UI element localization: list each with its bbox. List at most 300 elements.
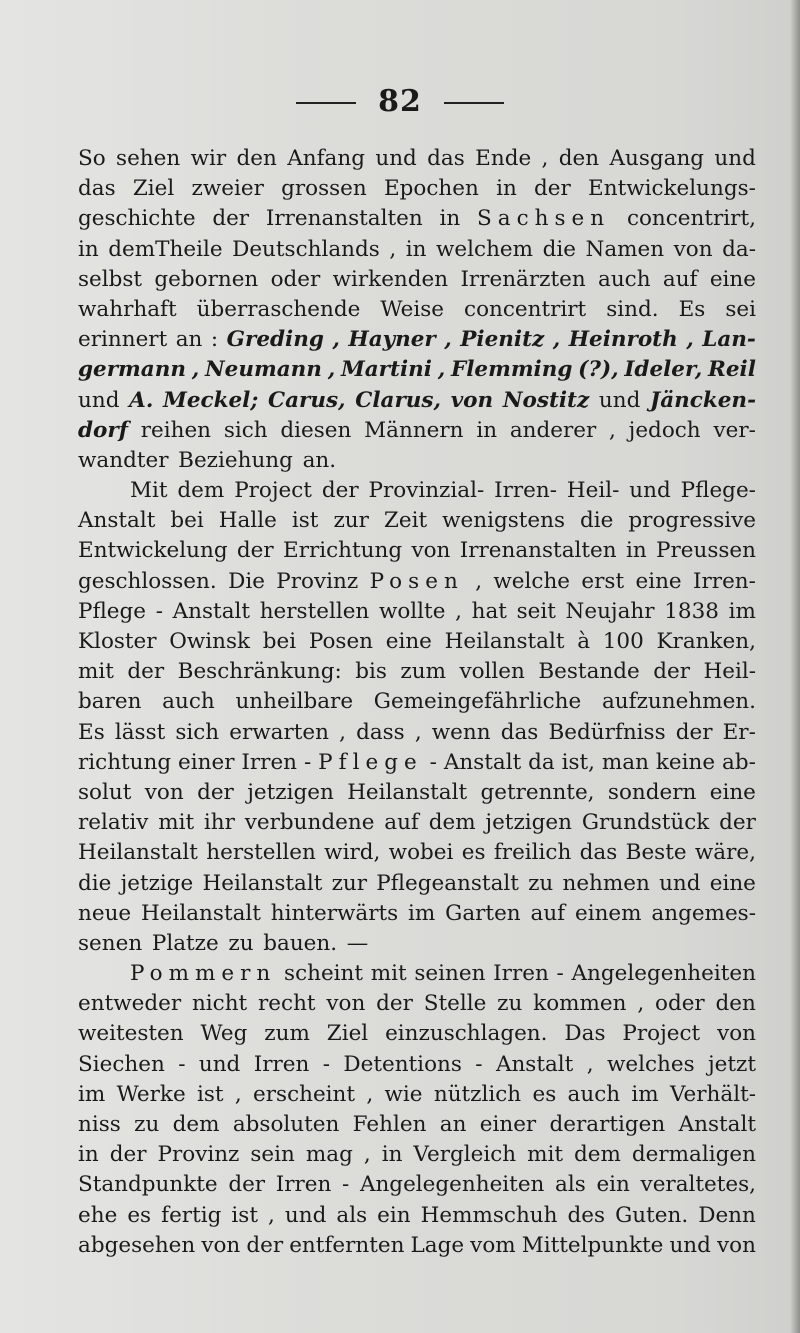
word: vom [470, 1232, 516, 1258]
word: Pflege [78, 598, 147, 624]
word: mag [305, 1142, 353, 1168]
word: Deutschlands [232, 236, 380, 262]
word: hinterwärts [270, 900, 399, 926]
word: , [366, 1081, 374, 1107]
word: entweder [78, 991, 182, 1017]
word: das [78, 176, 116, 202]
word: geschlossen. [78, 568, 217, 594]
word: Fehlen [352, 1112, 427, 1137]
word: Anstalt [678, 1112, 756, 1137]
word: , [389, 236, 397, 262]
word: an. [302, 447, 337, 473]
word: Irrenärzten [460, 266, 586, 292]
word: Garten [445, 900, 521, 926]
word: , [444, 327, 452, 353]
word: diesen [280, 417, 352, 443]
word: jedoch [628, 417, 701, 443]
word: im [728, 598, 756, 624]
word: das [579, 840, 618, 866]
word: auf [662, 266, 698, 292]
word: dass [356, 719, 405, 745]
word: den [236, 146, 277, 171]
word: Entwickelungs- [588, 176, 756, 202]
word: sich [175, 719, 220, 745]
word: von [326, 991, 366, 1017]
word: den [558, 146, 600, 171]
text-line [78, 989, 756, 1019]
word: weitesten [78, 1021, 184, 1047]
word: Anfang [287, 146, 365, 171]
word: , [234, 1081, 242, 1107]
word: keine [655, 749, 716, 775]
word: Reil [708, 357, 756, 383]
word: Project [622, 1021, 701, 1047]
word: , [191, 357, 200, 383]
word: und [375, 146, 417, 171]
word: Lage [410, 1232, 465, 1258]
word: lässt [114, 719, 166, 745]
text-line [78, 1231, 756, 1261]
text-line [78, 1201, 756, 1231]
word: , [363, 1142, 371, 1168]
word: der [534, 176, 571, 202]
word: ist [197, 1081, 224, 1107]
word: Provinzial- [368, 478, 485, 504]
word: Heilanstalt [444, 629, 565, 654]
word: , [332, 327, 340, 353]
word: zu [134, 1112, 160, 1137]
word: Denn [698, 1202, 756, 1228]
word: unheilbare [235, 689, 354, 715]
text-line [78, 657, 756, 687]
word: concentrirt, [626, 206, 756, 232]
word: geschichte [78, 206, 196, 232]
word: wird, [324, 840, 381, 866]
word: Errichtung [283, 538, 403, 564]
word: wir [190, 146, 227, 171]
word: mit [78, 659, 114, 685]
word: erinnert [78, 327, 168, 353]
text-line [78, 1080, 756, 1110]
word: Irren [241, 749, 298, 775]
word: der [212, 206, 250, 232]
word: Entwickelung [78, 538, 228, 564]
text-line [78, 748, 756, 778]
word: der [719, 810, 756, 836]
word: zu [528, 870, 554, 896]
word: in [78, 236, 99, 262]
word: Vergleich [413, 1142, 517, 1168]
word: Neujahr [565, 598, 655, 624]
word: und [714, 146, 756, 171]
header-rule-left [296, 102, 356, 104]
word: Siechen [78, 1051, 165, 1077]
word: zweier [191, 176, 264, 202]
word: an [439, 1112, 467, 1137]
word: senen [78, 930, 143, 956]
word: Flemming [450, 357, 573, 383]
word: absoluten [232, 1112, 340, 1137]
word: Ende [475, 146, 532, 171]
word: sind. [606, 296, 659, 322]
word: zur [333, 508, 369, 534]
word: Anstalt [78, 508, 156, 534]
word: in [381, 1142, 403, 1168]
text-line [78, 687, 756, 717]
word: einzuschlagen. [385, 1021, 548, 1047]
word: ihr [203, 810, 235, 836]
word: Werke [116, 1081, 186, 1107]
word: Posen [308, 629, 374, 654]
word: Grundstück [581, 810, 710, 836]
text-line [78, 204, 756, 234]
word: wahrhaft [78, 296, 177, 322]
word: Pflege [318, 749, 423, 775]
word: bauen. [263, 930, 338, 956]
word: erscheint [253, 1081, 356, 1107]
word: es [127, 1202, 152, 1228]
word: des [567, 1202, 606, 1228]
word: oder [655, 991, 705, 1017]
word: von [201, 1232, 241, 1258]
word: — [346, 930, 369, 956]
word: eine [385, 629, 432, 654]
word: Pommern [130, 961, 277, 987]
word: nützlich [433, 1081, 522, 1107]
word: mit [158, 810, 195, 836]
word: , [455, 598, 462, 624]
word: abgesehen [78, 1232, 196, 1258]
word: Detentions [343, 1051, 462, 1077]
word: der [197, 779, 234, 805]
word: ein [377, 1202, 411, 1228]
word: dem [172, 1112, 220, 1137]
word: Angelegenheiten [571, 961, 756, 987]
word: baren [78, 689, 142, 715]
word: und [78, 387, 120, 413]
word: sehen [116, 146, 181, 171]
word: (?), [578, 357, 619, 383]
word: und [284, 1202, 327, 1228]
word: - [155, 598, 163, 624]
word: Beschränkung: [177, 659, 342, 685]
word: das [427, 146, 465, 171]
word: Platze [151, 930, 219, 956]
word: Er- [722, 719, 756, 745]
word: Ausgang [609, 146, 705, 171]
word: ist [231, 1202, 258, 1228]
word: wäre, [694, 840, 756, 866]
word: der [246, 1232, 284, 1258]
word: und [198, 1051, 241, 1077]
word: kommen [533, 991, 627, 1017]
word: Das [564, 1021, 606, 1047]
word: der [228, 1172, 266, 1198]
word: progressive [628, 508, 756, 534]
word: fertig [161, 1202, 222, 1228]
word: Posen [369, 568, 464, 594]
word: Ideler, [624, 357, 703, 383]
text-line [78, 235, 756, 265]
word: wirkenden [332, 266, 449, 292]
word: Nostitz [502, 387, 590, 413]
word: niss [78, 1112, 121, 1137]
word: Clarus, [355, 387, 441, 413]
word: demTheile [108, 236, 223, 262]
word: , [327, 357, 336, 383]
text-line [78, 506, 756, 536]
word: im [631, 1081, 659, 1107]
word: reihen [140, 417, 212, 443]
word: Heilanstalt [347, 779, 468, 805]
word: als [555, 1172, 586, 1198]
word: auf [530, 900, 566, 926]
word: Bedürfniss [548, 719, 666, 745]
word: ab- [722, 749, 756, 775]
word: grossen [281, 176, 367, 202]
word: Kranken, [656, 629, 756, 654]
body-text [78, 144, 756, 1261]
word: Die [228, 568, 265, 594]
word: Hemmschuh [420, 1202, 558, 1228]
word: wandter [78, 447, 169, 473]
word: einem [574, 900, 642, 926]
word: angemes- [651, 900, 756, 926]
word: eine [709, 779, 756, 805]
word: Pienitz [460, 327, 545, 353]
word: scheint [284, 961, 364, 987]
word: der [109, 1142, 147, 1168]
word: zum [400, 659, 446, 685]
word: welchem [436, 236, 534, 262]
word: - [556, 961, 564, 987]
word: eine [709, 266, 756, 292]
word: Irren- [494, 478, 558, 504]
word: herstellen [206, 840, 316, 866]
word: Anstalt [172, 598, 251, 624]
word: Preussen [656, 538, 756, 564]
word: Provinz [157, 1142, 240, 1168]
word: das [500, 719, 539, 745]
word: germann [78, 357, 186, 383]
word: Anstalt [495, 1051, 574, 1077]
word: richtung [78, 749, 172, 775]
word: Project [234, 478, 312, 504]
word: , [437, 357, 446, 383]
word: von [144, 779, 184, 805]
word: von [716, 1232, 756, 1258]
word: Jäncken- [650, 387, 756, 413]
text-line [78, 536, 756, 566]
text-line [78, 959, 756, 989]
word: dermaligen [631, 1142, 756, 1168]
word: nicht [191, 991, 248, 1017]
page-number: 82 [378, 84, 422, 119]
word: seit [516, 598, 556, 624]
text-line [78, 476, 756, 506]
word: Owinsk [169, 629, 251, 654]
word: eine [709, 870, 756, 896]
word: bei [262, 629, 297, 654]
word: man [601, 749, 649, 775]
word: Männern [364, 417, 464, 443]
word: und [598, 387, 641, 413]
word: ein [596, 1172, 630, 1198]
word: ver- [713, 417, 756, 443]
word: Irren [253, 1051, 310, 1077]
text-line [78, 627, 756, 657]
word: Irrenanstalten [265, 206, 423, 232]
word: Epochen [383, 176, 479, 202]
word: Sachsen [476, 206, 611, 232]
word: Es [678, 296, 706, 322]
word: auch [567, 1081, 621, 1107]
word: dem [428, 810, 476, 836]
word: Halle [218, 508, 277, 534]
word: sein [250, 1142, 295, 1168]
word: verbundene [244, 810, 375, 836]
word: : [210, 327, 219, 353]
word: wobei [388, 840, 454, 866]
word: wie [384, 1081, 423, 1107]
text-line [78, 567, 756, 597]
text-line [78, 144, 756, 174]
word: die [542, 236, 576, 262]
text-line [78, 446, 756, 476]
header-rule-right [444, 102, 504, 104]
word: Anstalt [443, 749, 522, 775]
word: im [78, 1081, 106, 1107]
word: , [414, 719, 422, 745]
word: jetzigen [247, 779, 334, 805]
word: Ziel [132, 176, 175, 202]
word: freilich [493, 840, 572, 866]
word: in [405, 236, 427, 262]
word: , [586, 1051, 594, 1077]
word: entfernten [289, 1232, 405, 1258]
word: in [439, 206, 461, 232]
word: jetzt [708, 1051, 756, 1077]
word: , [268, 1202, 275, 1228]
text-line [78, 265, 756, 295]
word: auch [598, 266, 651, 292]
word: erwarten [229, 719, 329, 745]
word: da [528, 749, 555, 775]
word: herstellen [259, 598, 370, 624]
word: seinen [414, 961, 486, 987]
word: Heilanstalt [78, 840, 198, 866]
word: der [127, 659, 165, 685]
word: Mittelpunkte [521, 1232, 664, 1258]
word: ist [291, 508, 319, 534]
word: sondern [607, 779, 697, 805]
text-line [78, 929, 756, 959]
word: dem [177, 478, 225, 504]
word: Es [78, 719, 105, 745]
text-line [78, 778, 756, 808]
word: - [303, 749, 312, 775]
word: aufzunehmen. [601, 689, 756, 715]
word: , [552, 327, 561, 353]
word: auch [162, 689, 215, 715]
text-line [78, 1170, 756, 1200]
word: - [322, 1051, 330, 1077]
word: zu [497, 991, 523, 1017]
word: den [715, 991, 756, 1017]
word: jetzigen [485, 810, 572, 836]
text-line [78, 1140, 756, 1170]
word: Beste [625, 840, 687, 866]
word: bis [355, 659, 387, 685]
word: selbst [78, 266, 143, 292]
word: wenn [431, 719, 491, 745]
word: gebornen [154, 266, 259, 292]
word: Heilanstalt [141, 900, 261, 926]
word: nehmen [562, 870, 650, 896]
word: welches [606, 1051, 695, 1077]
word: vollen [459, 659, 525, 685]
word: der [236, 538, 274, 564]
word: 100 [602, 629, 644, 654]
word: bei [170, 508, 204, 534]
word: sei [725, 296, 756, 322]
word: Irren- [693, 568, 756, 594]
word: in [476, 417, 498, 443]
word: Provinz [276, 568, 359, 594]
text-line [78, 1110, 756, 1140]
text-line [78, 1050, 756, 1080]
word: wollte [378, 598, 446, 624]
word: jetzige [120, 870, 194, 896]
word: eine [635, 568, 682, 594]
word: es [461, 840, 486, 866]
text-line [78, 1019, 756, 1049]
word: Martini [340, 357, 432, 383]
word: anderer [509, 417, 597, 443]
word: ehe [78, 1202, 118, 1228]
word: Guten. [615, 1202, 689, 1228]
word: und [669, 1232, 711, 1258]
word: mit [527, 1142, 564, 1168]
word: Heil- [703, 659, 756, 685]
word: So [78, 146, 106, 171]
word: in [496, 176, 517, 202]
word: relativ [78, 810, 149, 836]
word: und [659, 870, 701, 896]
word: zu [228, 930, 254, 956]
word: , [637, 991, 645, 1017]
word: Weise [380, 296, 445, 322]
word: von [717, 1021, 756, 1047]
word: Pflegeanstalt [376, 870, 519, 896]
word: einer [479, 1112, 537, 1137]
word: welche [493, 568, 571, 594]
word: Heinroth [568, 327, 678, 353]
word: dorf [78, 417, 128, 443]
word: da- [722, 236, 756, 262]
text-line [78, 718, 756, 748]
word: - [178, 1051, 186, 1077]
word: sich [223, 417, 268, 443]
text-line [78, 174, 756, 204]
word: Ziel [326, 1021, 369, 1047]
word: und [629, 478, 671, 504]
word: derartigen [549, 1112, 666, 1137]
word: der [653, 659, 690, 685]
word: Carus, [267, 387, 346, 413]
text-line [78, 416, 756, 446]
word: Greding [226, 327, 324, 353]
